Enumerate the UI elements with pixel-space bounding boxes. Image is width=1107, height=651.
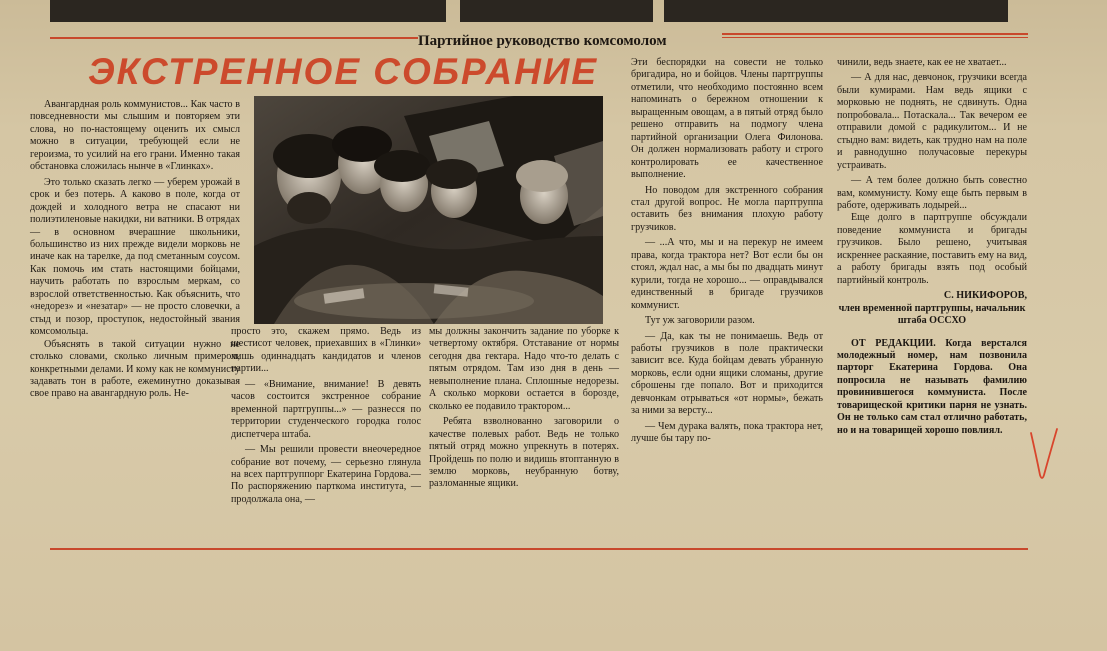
editorial-title: ОТ РЕДАКЦИИ. xyxy=(851,337,936,349)
paragraph: — А тем более должно быть совестно вам, коммунисту. Кому еще быть первым в работе, одерживать лодырей... xyxy=(837,175,1027,211)
editorial-text: Когда верстался молодежный номер, нам позвонила парторг Екатерина Гордова. Она попросила не называть фамилию провинившегося коммуниста. После товарищеской критики парня не узнать. Он не только сам стал отлично работать, но и на товарищей хорошо повлиял. xyxy=(837,337,1028,436)
paragraph: Авангардная роль коммунистов... Как часто в повседневности мы слышим и повторяем эти слова, но по-настоящему оценить их смысл можно в ситуации, требующей если не героизма, то усилий на его грани. Именно такая обстановка сложилась нынче в «Глинках». xyxy=(30,99,240,173)
paragraph: — Чем дурака валять, пока трактора нет, лучше бы тару по- xyxy=(631,420,823,445)
bottom-rule xyxy=(50,548,1028,550)
paragraph: чинили, ведь знаете, как ее не хватает... xyxy=(837,57,1007,68)
paragraph: Тут уж заговорили разом. xyxy=(645,315,755,327)
article-column-4 xyxy=(631,57,823,446)
paragraph: Ребята взволнованно заговорили о качестве полевых работ. Ведь не только пятый отряд можно упрекнуть в потерях. Пройдешь по полю и видишь втоптанную в землю морковь, неубранную ботву, разломанные ящики. xyxy=(429,416,619,490)
top-rule-right-thin xyxy=(722,37,1028,38)
article-column-3 xyxy=(429,326,619,491)
top-photo-middle xyxy=(460,0,653,22)
top-photo-left xyxy=(50,0,446,22)
paragraph: мы должны закончить задание по уборке к четвертому октября. Отставание от нормы сегодня два гектара. Надо что-то делать с пятым отрядом. Там изо дня в день — невыполнение плана. Сплошные недорезы. А сколько моркови остается в борозде, сколько ее подавило трактором... xyxy=(429,326,619,412)
paragraph: Но поводом для экстренного собрания стал другой вопрос. Не могла партгруппа оставить без внимания плохую работу грузчиков. xyxy=(631,184,823,233)
paragraph: — ...А что, мы и на перекур не имеем права, когда трактора нет? Вот если бы он стоял, ждал нас, а мы бы по двадцать минут курили, тогда не хорошо... — оправдывался единственный в бригаде грузчиков коммунист. xyxy=(631,237,823,311)
rubric: Партийное руководство комсомолом xyxy=(418,33,667,49)
article-column-5 xyxy=(837,57,1027,437)
top-rule-right xyxy=(722,33,1028,35)
author-name: С. НИКИФОРОВ, xyxy=(943,290,1027,302)
photo-meeting xyxy=(254,96,603,324)
top-photo-right xyxy=(664,0,1008,22)
paragraph: — А для нас, девчонок, грузчики всегда были кумирами. Нам ведь ящики с морковью не поднять, не сдвинуть. Одна попробовала... Потаскала... Так вечером ее отправили домой с радикулитом... И не стыдно вам: видеть, как трудно нам на поле и равнодушно получасовые перекуры устраивать. xyxy=(837,72,1027,171)
paragraph: Эти беспорядки на совести не только бригадира, но и бойцов. Члены партгруппы отметили, что необходимо постоянно всем напоминать о бережном отношении к выращенным овощам, а в пятый отряд было решено отправить на подмогу члена партийной организации Олега Филонова. Он должен нормализовать работу и строго контролировать ее качественное выполнение. xyxy=(631,57,823,181)
headline: ЭКСТРЕННОЕ СОБРАНИЕ xyxy=(88,51,599,92)
handwritten-check-icon xyxy=(1028,425,1060,485)
paragraph: — «Внимание, внимание! В девять часов состоится экстренное собрание временной партгруппы...» — разнесся по территории студенческого городка голос диспетчера штаба. xyxy=(231,378,421,440)
paragraph: — Да, как ты не понимаешь. Ведь от работы грузчиков в поле практически зависит все. Куда бойцам девать убранную морковь, если одни ящики сломаны, другие сброшены где попало. Вот и приходится девчонкам отрываться «от нормы», бежать за ними за версту... xyxy=(631,330,823,417)
paragraph: Еще долго в партгруппе обсуждали поведение коммуниста и бригады грузчиков. Было решено, учитывая искреннее раскаяние, поставить ему на вид, а работу бригады взять под особый партийный контроль. xyxy=(837,212,1027,286)
article-column-1 xyxy=(30,99,240,401)
article-column-2 xyxy=(231,326,421,506)
top-rule-left xyxy=(50,37,418,39)
paragraph: — Мы решили провести внеочередное собрание вот почему, — серьезно глянула на всех партгруппорг Екатерина Гордова.— По распоряжению парткома института, — продолжала она, — xyxy=(231,444,421,505)
photo-image xyxy=(254,96,603,324)
paragraph: Это только сказать легко — уберем урожай в срок и без потерь. А каково в поле, когда от дождей и холодного ветра не спасают ни полиэтиленовые накидки, ни ватники. В отрядах — в основном вчерашние школьники, большинство из них прежде видели морковь не иначе как на тарелке, да под сметанным соусом. Как помочь им стать настоящими бойцами, научить работать по взрослым меркам, со взрослой ответственностью. Как объяснить, что «недорез» и «незатар» — не просто словечки, а стыд и позор, проступок, недостойный звания комсомольца. xyxy=(30,176,240,338)
editorial-note xyxy=(837,338,1027,438)
author-title: член временной партгруппы, начальник штаба ОССХО xyxy=(838,302,1026,327)
paragraph: просто это, скажем прямо. Ведь из шестисот человек, приехавших в «Глинки» лишь одиннадцать кандидатов и членов партии... xyxy=(231,326,421,375)
paragraph: Объяснять в такой ситуации нужно не столько словами, сколько личным примером, конкретными делами. И кому как не коммунисту задавать тон в работе, ежеминутно доказывая свое право на авангардную роль. Не- xyxy=(30,338,240,400)
